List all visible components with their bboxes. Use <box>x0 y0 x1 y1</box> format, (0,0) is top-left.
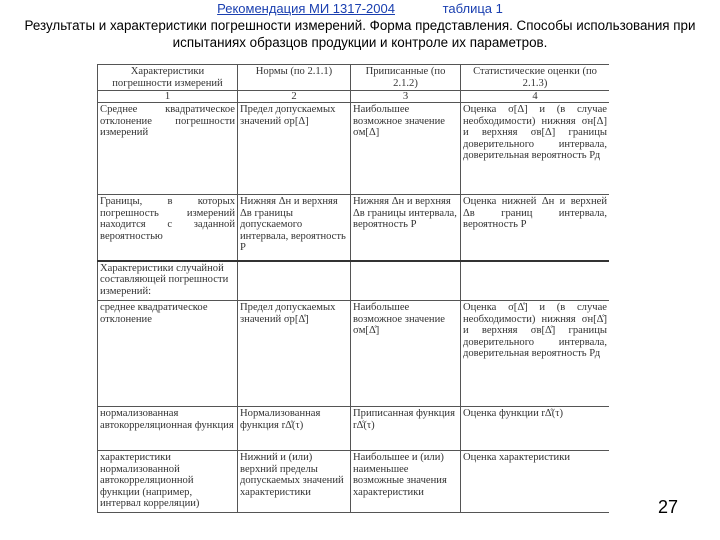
table-cell <box>238 261 351 301</box>
table-cell <box>351 261 461 301</box>
table-cell: Наибольшее возможное значение σм[Δ] <box>351 103 461 195</box>
column-number: 2 <box>238 91 351 103</box>
header-line <box>0 0 720 17</box>
page-header <box>0 0 720 51</box>
column-number-row <box>98 91 610 103</box>
standard-reference-link[interactable]: Рекомендация МИ 1317-2004 <box>217 1 395 16</box>
table-cell: Оценка характеристики <box>461 451 610 513</box>
column-header: Характеристики погрешности измерений <box>98 65 238 91</box>
table-cell: среднее квадратическое отклонение <box>98 301 238 407</box>
column-number: 1 <box>98 91 238 103</box>
table-cell: Нижний и (или) верхний пределы допускаемых значений характеристики <box>238 451 351 513</box>
table-cell: Нормализованная функция rΔ̊(τ) <box>238 407 351 451</box>
table-cell: Среднее квадратическое отклонение погрешности измерений <box>98 103 238 195</box>
column-header: Нормы (по 2.1.1) <box>238 65 351 91</box>
table-row <box>98 261 610 301</box>
table-cell: Наибольшее и (или) наименьшее возможные значения характеристики <box>351 451 461 513</box>
column-number: 3 <box>351 91 461 103</box>
table-cell: Предел допускаемых значений σр[Δ̊] <box>238 301 351 407</box>
column-header: Статистические оценки (по 2.1.3) <box>461 65 610 91</box>
table-cell: Оценка σ[Δ] и (в случае необходимости) нижняя σн[Δ] и верхняя σв[Δ] границы доверительного интервала, доверительная вероятность Рд <box>461 103 610 195</box>
table-cell: Наибольшее возможное значение σм[Δ̊] <box>351 301 461 407</box>
table-cell: Приписанная функция rΔ̊(τ) <box>351 407 461 451</box>
table-header-row <box>98 65 610 91</box>
table-cell: Границы, в которых погрешность измерений находится с заданной вероятностью <box>98 195 238 261</box>
table-cell: Оценка σ[Δ̊] и (в случае необходимости) нижняя σн[Δ̊] и верхняя σв[Δ̊] границы доверительного интервала, доверительная вероятность Рд <box>461 301 610 407</box>
table-cell: Нижняя Δн и верхняя Δв границы допускаемого интервала, вероятность Р <box>238 195 351 261</box>
table-cell: Оценка функции rΔ̊(τ) <box>461 407 610 451</box>
table-cell: Нижняя Δн и верхняя Δв границы интервала, вероятность Р <box>351 195 461 261</box>
results-table-container <box>97 64 609 534</box>
table-row <box>98 451 610 513</box>
table-row <box>98 407 610 451</box>
table-label: таблица 1 <box>442 1 503 16</box>
table-cell: Характеристики случайной составляющей погрешности измерений: <box>98 261 238 301</box>
table-row <box>98 301 610 407</box>
page-title: Результаты и характеристики погрешности измерений. Форма представления. Способы использования при испытаниях образцов продукции и контроле их параметров. <box>24 18 696 50</box>
table-cell: Предел допускаемых значений σр[Δ] <box>238 103 351 195</box>
results-table <box>97 64 609 513</box>
table-row <box>98 195 610 261</box>
column-header: Приписанные (по 2.1.2) <box>351 65 461 91</box>
page-number: 27 <box>657 497 678 517</box>
table-row <box>98 103 610 195</box>
table-cell: характеристики нормализованной автокорреляционной функции (например, интервал корреляции) <box>98 451 238 513</box>
column-number: 4 <box>461 91 610 103</box>
table-cell: нормализованная автокорреляционная функция <box>98 407 238 451</box>
table-cell: Оценка нижней Δн и верхней Δв границ интервала, вероятность Р <box>461 195 610 261</box>
table-cell <box>461 261 610 301</box>
